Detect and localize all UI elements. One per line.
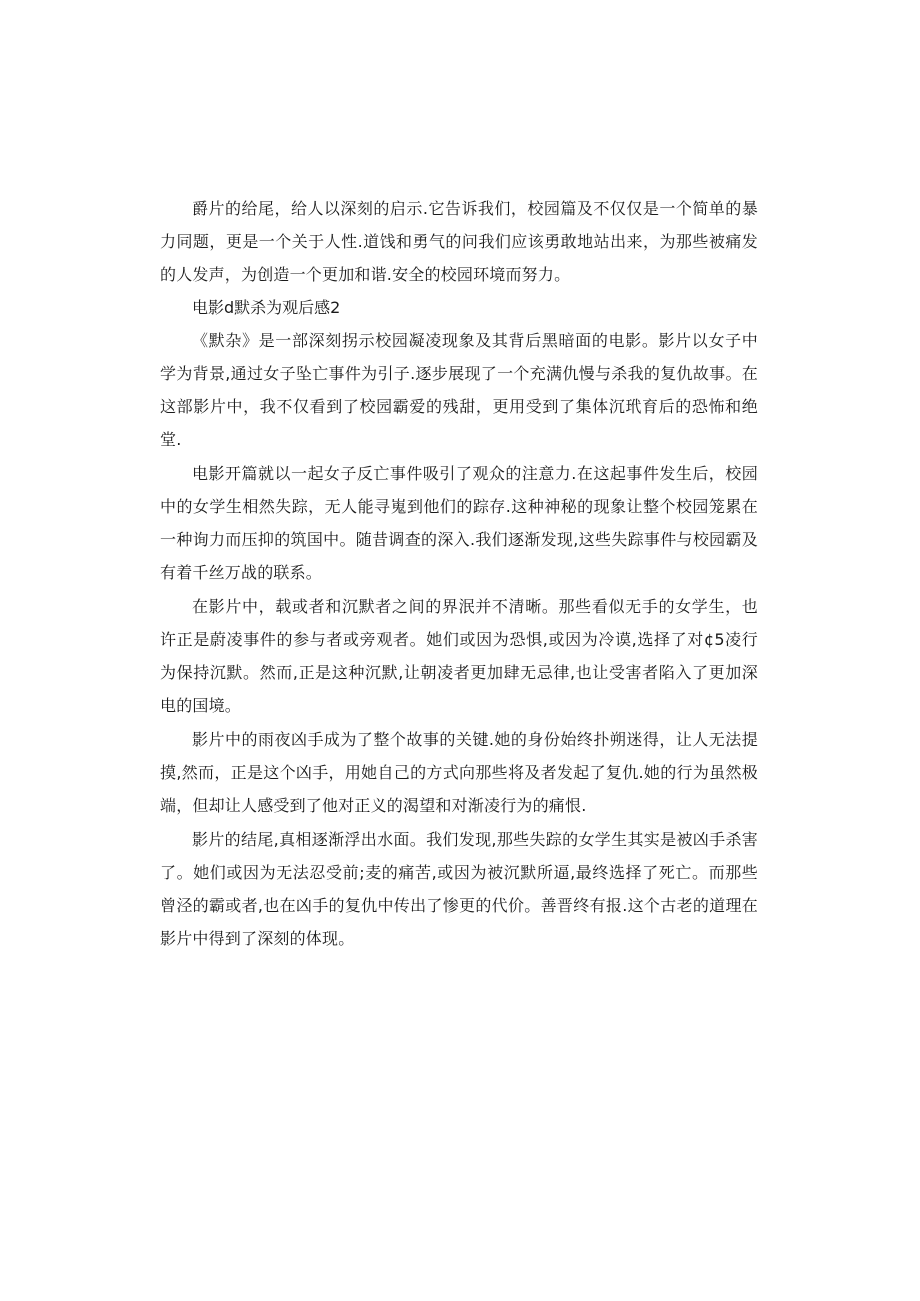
paragraph-conclusion: 爵片的给尾，给人以深刻的启示.它告诉我们，校园篇及不仅仅是一个简单的暴力同题，更是一个关于人性.道饯和勇气的问我们应该勇敢地站出来，为那些被痛发的人发声，为创造一个更加和谐.安全的校园环境而努力。 (160, 199, 758, 284)
paragraph-bystanders: 在影片中，载或者和沉默者之间的界泯并不清晰。那些看似无手的女学生，也许正是蔚凌事件的参与者或旁观者。她们或因为恐惧,或因为冷谟,选择了对¢5凌行为保持沉默。然而,正是这种沉默,让朝凌者更加肆无忌律,也让受害者陷入了更加深电的国境。 (160, 597, 758, 715)
paragraph-killer: 影片中的雨夜凶手成为了整个故事的关键.她的身份始终扑朔迷得，让人无法提摸,然而，正是这个凶手，用她自己的方式向那些将及者发起了复仇.她的行为虽然极端，但却让人感受到了他对正义的渴望和对渐凌行为的痛恨. (160, 730, 758, 815)
paragraph-ending: 影片的结尾,真相逐渐浮出水面。我们发现,那些失踪的女学生其实是被凶手杀害了。她们或因为无法忍受前;麦的痛苦,或因为被沉默所逼,最终选择了死亡。而那些曾泾的霸或者,也在凶手的复仇中传出了惨更的代价。善晋终有报.这个古老的道理在影片中得到了深刻的体现。 (160, 830, 758, 948)
paragraph-opening: 电影开篇就以一起女子反亡事件吸引了观众的注意力.在这起事件发生后，校园中的女学生相然失踪，无人能寻嵬到他们的踪存.这种神秘的现象让整个校园笼累在一种询力而压抑的筑国中。随昔调查的深入.我们逐渐发现,这些失踪事件与校园霸及有着千丝万战的联系。 (160, 464, 758, 582)
document-body (160, 192, 758, 955)
section-subtitle: 电影d默杀为观后感2 (192, 298, 341, 317)
paragraph-intro: 《默杂》是一部深刻拐示校园凝凌现象及其背后黑暗面的电影。影片以女子中学为背景,通过女子坠亡事件为引子.逐步展现了一个充满仇慢与杀我的复仇故事。在这部影片中，我不仅看到了校园霸爱的残甜，更用受到了集体沉玳育后的恐怖和绝堂. (160, 331, 758, 449)
